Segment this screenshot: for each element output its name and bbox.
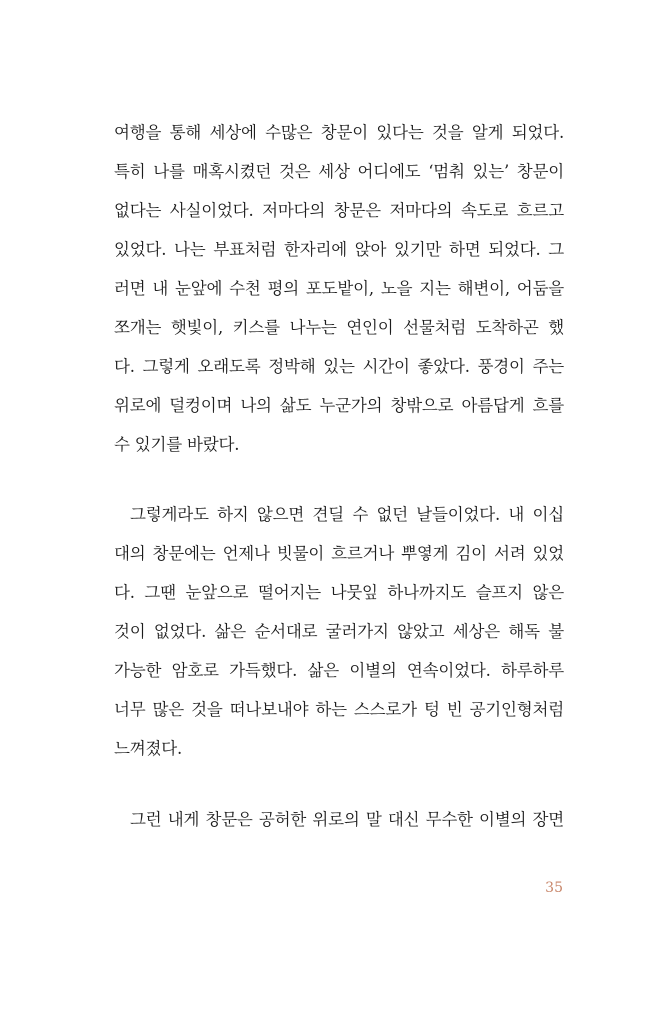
paragraph-3: [114, 800, 564, 839]
paragraph-line: 다. 그렇게 오래도록 정박해 있는 시간이 좋았다. 풍경이 주는: [114, 357, 564, 376]
paragraph-line: 다. 그땐 눈앞으로 떨어지는 나뭇잎 하나까지도 슬프지 않은: [114, 583, 564, 602]
paragraph-line: 너무 많은 것을 떠나보내야 하는 스스로가 텅 빈 공기인형처럼: [114, 700, 564, 719]
page-number: 35: [545, 880, 563, 896]
paragraph-line: 가능한 암호로 가득했다. 삶은 이별의 연속이었다. 하루하루: [114, 661, 564, 680]
paragraph-line: 없다는 사실이었다. 저마다의 창문은 저마다의 속도로 흐르고: [114, 201, 564, 220]
paragraph-2: [114, 495, 564, 768]
paragraph-line: 그렇게라도 하지 않으면 견딜 수 없던 날들이었다. 내 이십: [130, 505, 564, 524]
paragraph-line: 쪼개는 햇빛이, 키스를 나누는 연인이 선물처럼 도착하곤 했: [114, 318, 564, 337]
paragraph-line: 그런 내게 창문은 공허한 위로의 말 대신 무수한 이별의 장면: [130, 810, 564, 829]
paragraph-line: 러면 내 눈앞에 수천 평의 포도밭이, 노을 지는 해변이, 어둠을: [114, 279, 564, 298]
paragraph-line: 대의 창문에는 언제나 빗물이 흐르거나 뿌옇게 김이 서려 있었: [114, 544, 564, 563]
paragraph-line: 여행을 통해 세상에 수많은 창문이 있다는 것을 알게 되었다.: [114, 123, 564, 142]
paragraph-line: 느껴졌다.: [114, 739, 183, 758]
paragraph-line: 위로에 덜컹이며 나의 삶도 누군가의 창밖으로 아름답게 흐를: [114, 396, 564, 415]
paragraph-line: 특히 나를 매혹시켰던 것은 세상 어디에도 ‘멈춰 있는’ 창문이: [114, 162, 564, 181]
paragraph-line: 수 있기를 바랐다.: [114, 435, 240, 454]
paragraph-1: [114, 113, 564, 464]
paragraph-line: 것이 없었다. 삶은 순서대로 굴러가지 않았고 세상은 해독 불: [114, 622, 564, 641]
paragraph-line: 있었다. 나는 부표처럼 한자리에 앉아 있기만 하면 되었다. 그: [114, 240, 564, 259]
